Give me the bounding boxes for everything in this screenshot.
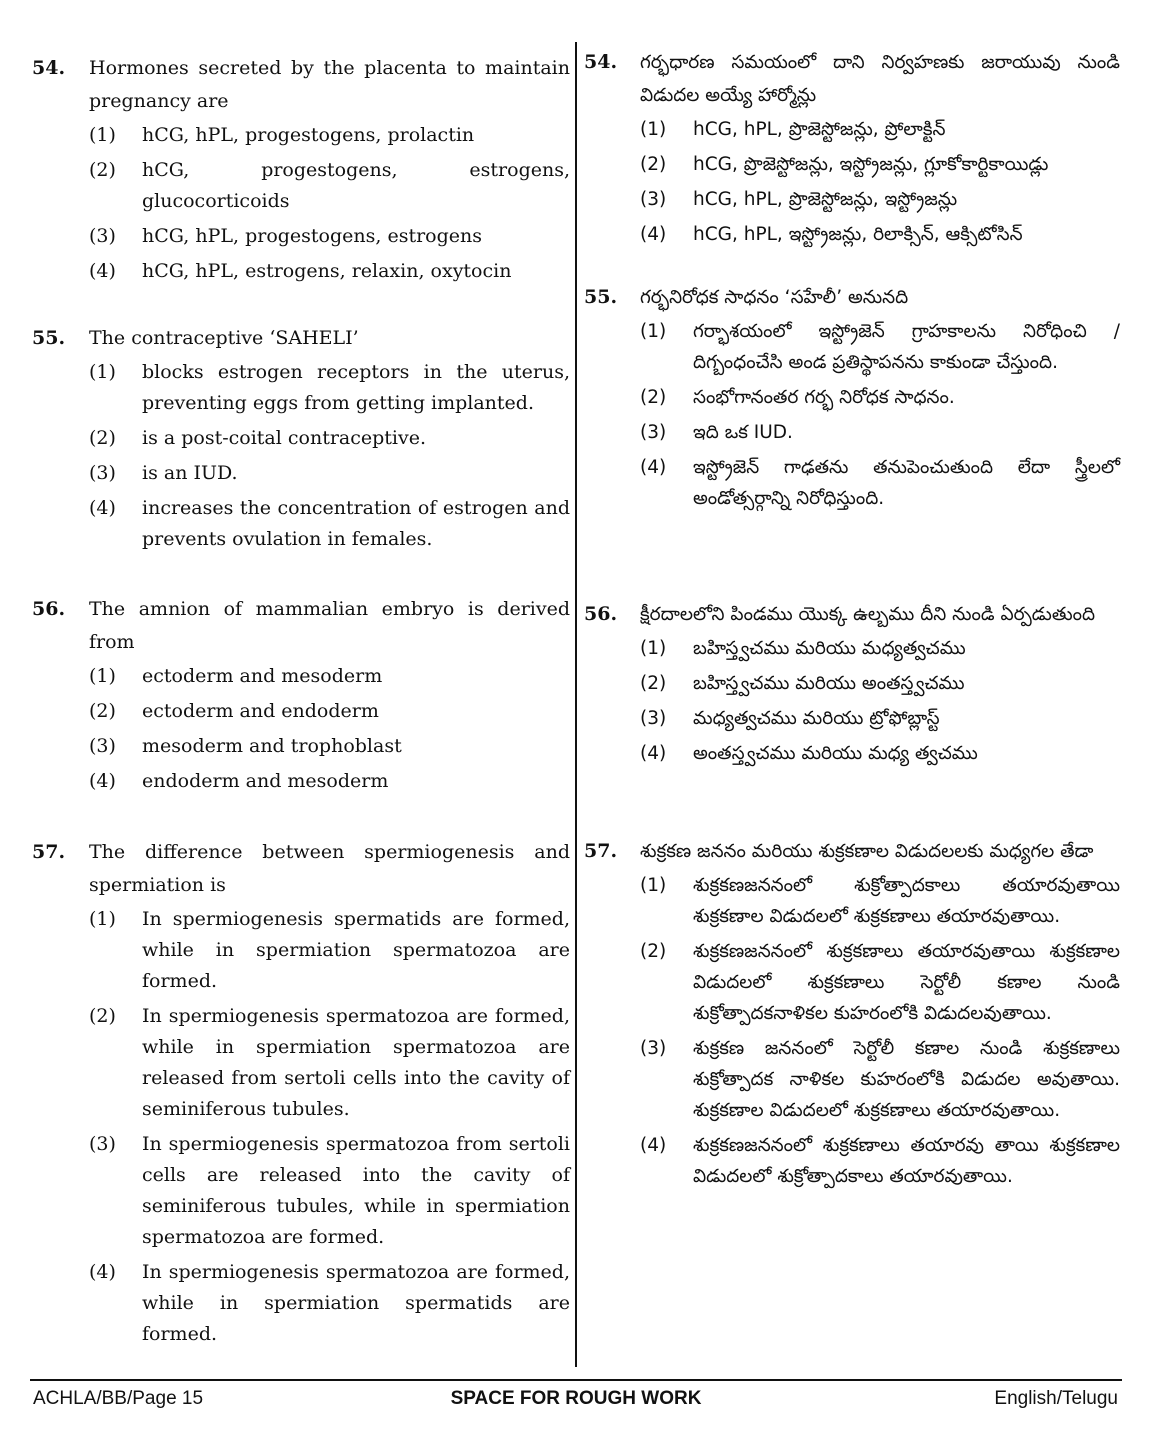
question-number: 56.	[584, 603, 618, 625]
footer-rule	[30, 1379, 1122, 1381]
question-56-english	[32, 593, 570, 801]
option-2: (2) బహిస్త్వచము మరియు అంతస్త్వచము	[640, 673, 965, 694]
options-list	[640, 114, 1120, 250]
option-3: (3) శుక్రకణ జననంలో సెర్టోలీ కణాల నుండి శుక్రకణాలు శుక్రోత్పాదక నాళికల కుహరంలోకి విడుదల అవుతాయి. శుక్రకణాల విడుదలలో శుక్రకణాలు తయారవుతాయి.	[640, 1038, 1120, 1121]
option-3: (3) ఇది ఒక IUD.	[640, 422, 793, 443]
question-55-telugu	[584, 281, 1120, 518]
question-number: 55.	[32, 327, 66, 349]
options-list	[89, 120, 570, 287]
question-number: 56.	[32, 598, 66, 620]
options-list	[640, 870, 1120, 1192]
option-3: (3) hCG, hPL, ప్రొజెస్టోజన్లు, ఇస్ట్రోజన్లు	[640, 189, 958, 210]
option-4: (4) hCG, hPL, estrogens, relaxin, oxytocin	[89, 260, 512, 282]
question-stem: క్షీరదాలలోని పిండము యొక్క ఉల్బము దీని నుండి ఏర్పడుతుంది	[640, 604, 1096, 625]
options-list	[89, 904, 570, 1350]
page-footer	[30, 1388, 1122, 1418]
question-number: 57.	[584, 840, 618, 862]
option-4: (4) endoderm and mesoderm	[89, 770, 389, 792]
options-list	[640, 633, 1120, 769]
option-3: (3) మధ్యత్వచము మరియు ట్రోఫోబ్లాస్ట్	[640, 708, 940, 729]
option-4: (4) hCG, hPL, ఇస్ట్రోజన్లు, రిలాక్సిన్, ఆక్సిటోసిన్	[640, 224, 1023, 245]
question-stem: గర్భనిరోధక సాధనం ‘సహేలీ’ అనునది	[640, 287, 909, 308]
option-1: (1) శుక్రకణజననంలో శుక్రోత్పాదకాలు తయారవుతాయి శుక్రకణాల విడుదలలో శుక్రకణాలు తయారవుతాయి.	[640, 875, 1120, 927]
option-4: (4) In spermiogenesis spermatozoa are formed, while in spermiation spermatids are formed.	[89, 1261, 570, 1345]
option-2: (2) శుక్రకణజననంలో శుక్రకణాలు తయారవుతాయి శుక్రకణాల విడుదలలో శుక్రకణాలు సెర్టోలీ కణాల నుండి శుక్రోత్పాదకనాళికల కుహరంలోకి విడుదలవుతాయి.	[640, 941, 1120, 1024]
option-1: (1) blocks estrogen receptors in the uterus, preventing eggs from getting implanted.	[89, 361, 570, 414]
question-54-telugu	[584, 46, 1120, 254]
question-stem: The difference between spermiogenesis and spermiation is	[89, 841, 570, 896]
column-divider	[575, 42, 577, 1367]
booklet-code: ACHLA/BB/Page 15	[33, 1388, 204, 1409]
question-55-english	[32, 322, 570, 559]
question-56-telugu	[584, 598, 1120, 773]
option-3: (3) hCG, hPL, progestogens, estrogens	[89, 225, 483, 247]
question-number: 54.	[584, 51, 618, 73]
option-1: (1) గర్భాశయంలో ఇస్ట్రోజెన్ గ్రాహకాలను నిరోధించి / దిగ్బంధంచేసి అండ ప్రతిస్థాపనను కాకుండా చేస్తుంది.	[640, 321, 1120, 373]
option-3: (3) is an IUD.	[89, 462, 238, 484]
option-2: (2) సంభోగానంతర గర్భ నిరోధక సాధనం.	[640, 387, 955, 408]
option-1: (1) hCG, hPL, progestogens, prolactin	[89, 124, 475, 146]
question-57-english	[32, 836, 570, 1354]
option-3: (3) In spermiogenesis spermatozoa from sertoli cells are released into the cavity of seminiferous tubules, while in spermiation spermatozoa are formed.	[89, 1133, 570, 1248]
question-number: 57.	[32, 841, 66, 863]
language-label: English/Telugu	[994, 1388, 1118, 1409]
options-list	[640, 316, 1120, 514]
option-4: (4) అంతస్త్వచము మరియు మధ్య త్వచము	[640, 743, 978, 764]
question-57-telugu	[584, 835, 1120, 1196]
option-3: (3) mesoderm and trophoblast	[89, 735, 402, 757]
option-2: (2) ectoderm and endoderm	[89, 700, 379, 722]
question-stem: Hormones secreted by the placenta to maintain pregnancy are	[89, 57, 570, 112]
question-number: 55.	[584, 286, 618, 308]
options-list	[89, 357, 570, 555]
option-1: (1) In spermiogenesis spermatids are formed, while in spermiation spermatozoa are formed.	[89, 908, 570, 992]
question-stem: The contraceptive ‘SAHELI’	[89, 327, 359, 349]
option-4: (4) increases the concentration of estrogen and prevents ovulation in females.	[89, 497, 570, 550]
option-1: (1) hCG, hPL, ప్రొజెస్టోజన్లు, ప్రోలాక్టిన్	[640, 119, 946, 140]
question-number: 54.	[32, 57, 66, 79]
rough-work-label: SPACE FOR ROUGH WORK	[450, 1388, 702, 1409]
option-1: (1) ectoderm and mesoderm	[89, 665, 383, 687]
option-2: (2) In spermiogenesis spermatozoa are formed, while in spermiation spermatozoa are released from sertoli cells into the cavity of seminiferous tubules.	[89, 1005, 570, 1120]
option-1: (1) బహిస్త్వచము మరియు మధ్యత్వచము	[640, 638, 966, 659]
question-stem: శుక్రకణ జననం మరియు శుక్రకణాల విడుదలలకు మధ్యగల తేడా	[640, 841, 1094, 862]
option-4: (4) శుక్రకణజననంలో శుక్రకణాలు తయారవు తాయి శుక్రకణాల విడుదలలో శుక్రోత్పాదకాలు తయారవుతాయి.	[640, 1135, 1120, 1187]
option-2: (2) hCG, ప్రొజెస్టోజన్లు, ఇస్ట్రోజన్లు, గ్లూకోకార్టికాయిడ్లు	[640, 154, 1049, 175]
option-2: (2) hCG, progestogens, estrogens, glucocorticoids	[89, 159, 570, 212]
options-list	[89, 661, 570, 797]
question-stem: గర్భధారణ సమయంలో దాని నిర్వహణకు జరాయువు నుండి విడుదల అయ్యే హార్మోన్లు	[640, 52, 1120, 106]
question-54-english	[32, 52, 570, 291]
option-4: (4) ఇస్ట్రోజెన్ గాఢతను తనుపెంచుతుంది లేదా స్త్రీలలో అండోత్సర్గాన్ని నిరోధిస్తుంది.	[640, 457, 1120, 509]
option-2: (2) is a post-coital contraceptive.	[89, 427, 427, 449]
question-stem: The amnion of mammalian embryo is derived from	[89, 598, 570, 653]
